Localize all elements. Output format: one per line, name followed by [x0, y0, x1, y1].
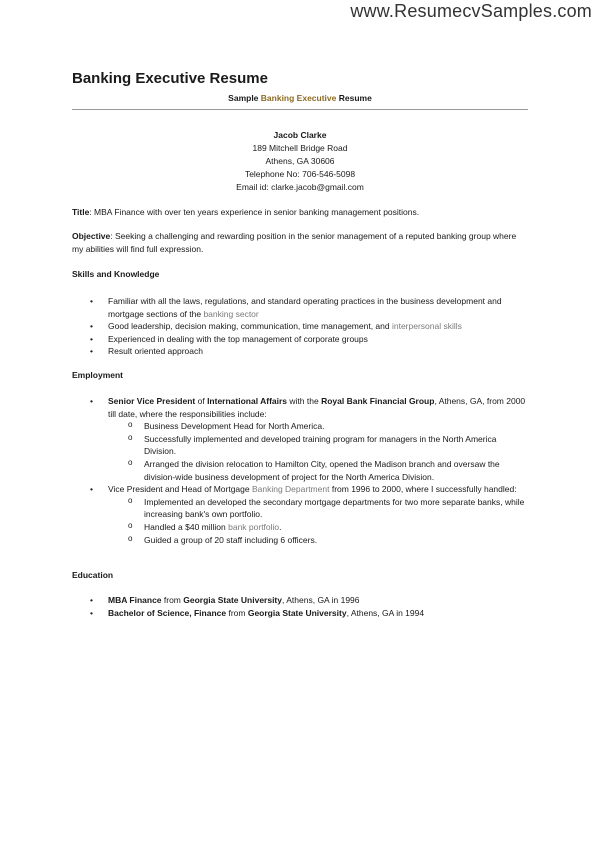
list-item: o Arranged the division relocation to Hamilton City, opened the Madison branch and oversaw the division-wide business development of project for the North America Division. — [108, 458, 528, 483]
list-item: o Handled a $40 million bank portfolio. — [108, 521, 528, 534]
page-title: Banking Executive Resume — [72, 70, 268, 87]
list-item: o Implemented an developed the secondary mortgage departments for two more separate banks, while increasing bank's own portfolio. — [108, 496, 528, 521]
education-list — [72, 594, 528, 619]
job-entry-vp-mortgage: • Vice President and Head of Mortgage Banking Department from 1996 to 2000, where I successfully handled: o Implemented an developed the secondary mortgage departments for two more separate banks, while increasing bank's own portfolio. o Handled a $40 million bank portfolio. o Guided a group of 20 staff including 6 officers. — [72, 483, 528, 546]
list-item: • MBA Finance from Georgia State University, Athens, GA in 1996 — [72, 594, 528, 607]
contact-address-line2: Athens, GA 30606 — [265, 156, 335, 166]
objective-paragraph: Objective: Seeking a challenging and rewarding position in the senior management of a reputed banking group where my abilities will find full expression. — [72, 231, 517, 254]
subtitle-highlight: Banking Executive — [260, 93, 337, 103]
employment-heading: Employment — [72, 370, 124, 380]
list-item: • Good leadership, decision making, communication, time management, and interpersonal skills — [72, 320, 528, 333]
employment-list — [72, 395, 528, 546]
contact-email: Email id: clarke.jacob@gmail.com — [236, 182, 364, 192]
contact-address-line1: 189 Mitchell Bridge Road — [252, 143, 348, 153]
list-item: o Successfully implemented and developed training program for managers in the North America Division. — [108, 433, 528, 458]
list-item: • Familiar with all the laws, regulations, and standard operating practices in the business development and mortgage sections of the banking sector — [72, 295, 528, 320]
skills-heading: Skills and Knowledge — [72, 269, 160, 279]
banking-department-link[interactable]: Banking Department — [251, 484, 330, 495]
list-item: • Bachelor of Science, Finance from Georgia State University, Athens, GA in 1994 — [72, 607, 528, 620]
list-item: • Result oriented approach — [72, 345, 528, 358]
contact-name: Jacob Clarke — [273, 130, 327, 140]
divider-rule — [72, 109, 528, 110]
subtitle: Sample Banking Executive Resume — [228, 93, 372, 103]
bank-portfolio-link[interactable]: bank portfolio — [228, 521, 280, 532]
list-item: o Business Development Head for North America. — [108, 420, 528, 433]
job-entry-senior-vp: • Senior Vice President of International Affairs with the Royal Bank Financial Group, Athens, GA, from 2000 till date, where the responsibilities include: o Business Development Head for North America. o Successfully implemented and developed training program for managers in the North America Division. o Arranged the division relocation to Hamilton City, opened the Madison branch and oversaw the division-wide business development of project for the North America Division. — [72, 395, 528, 483]
contact-phone: Telephone No: 706-546-5098 — [244, 169, 356, 179]
education-heading: Education — [72, 570, 114, 580]
skills-list — [72, 295, 528, 358]
list-item: o Guided a group of 20 staff including 6 officers. — [108, 534, 528, 547]
watermark-url: www.ResumecvSamples.com — [350, 1, 592, 21]
banking-sector-link[interactable]: banking sector — [203, 308, 259, 319]
interpersonal-skills-link[interactable]: interpersonal skills — [391, 321, 462, 332]
title-line: Title: MBA Finance with over ten years experience in senior banking management positions. — [72, 207, 420, 217]
list-item: • Experienced in dealing with the top management of corporate groups — [72, 333, 528, 346]
contact-block — [72, 129, 528, 194]
